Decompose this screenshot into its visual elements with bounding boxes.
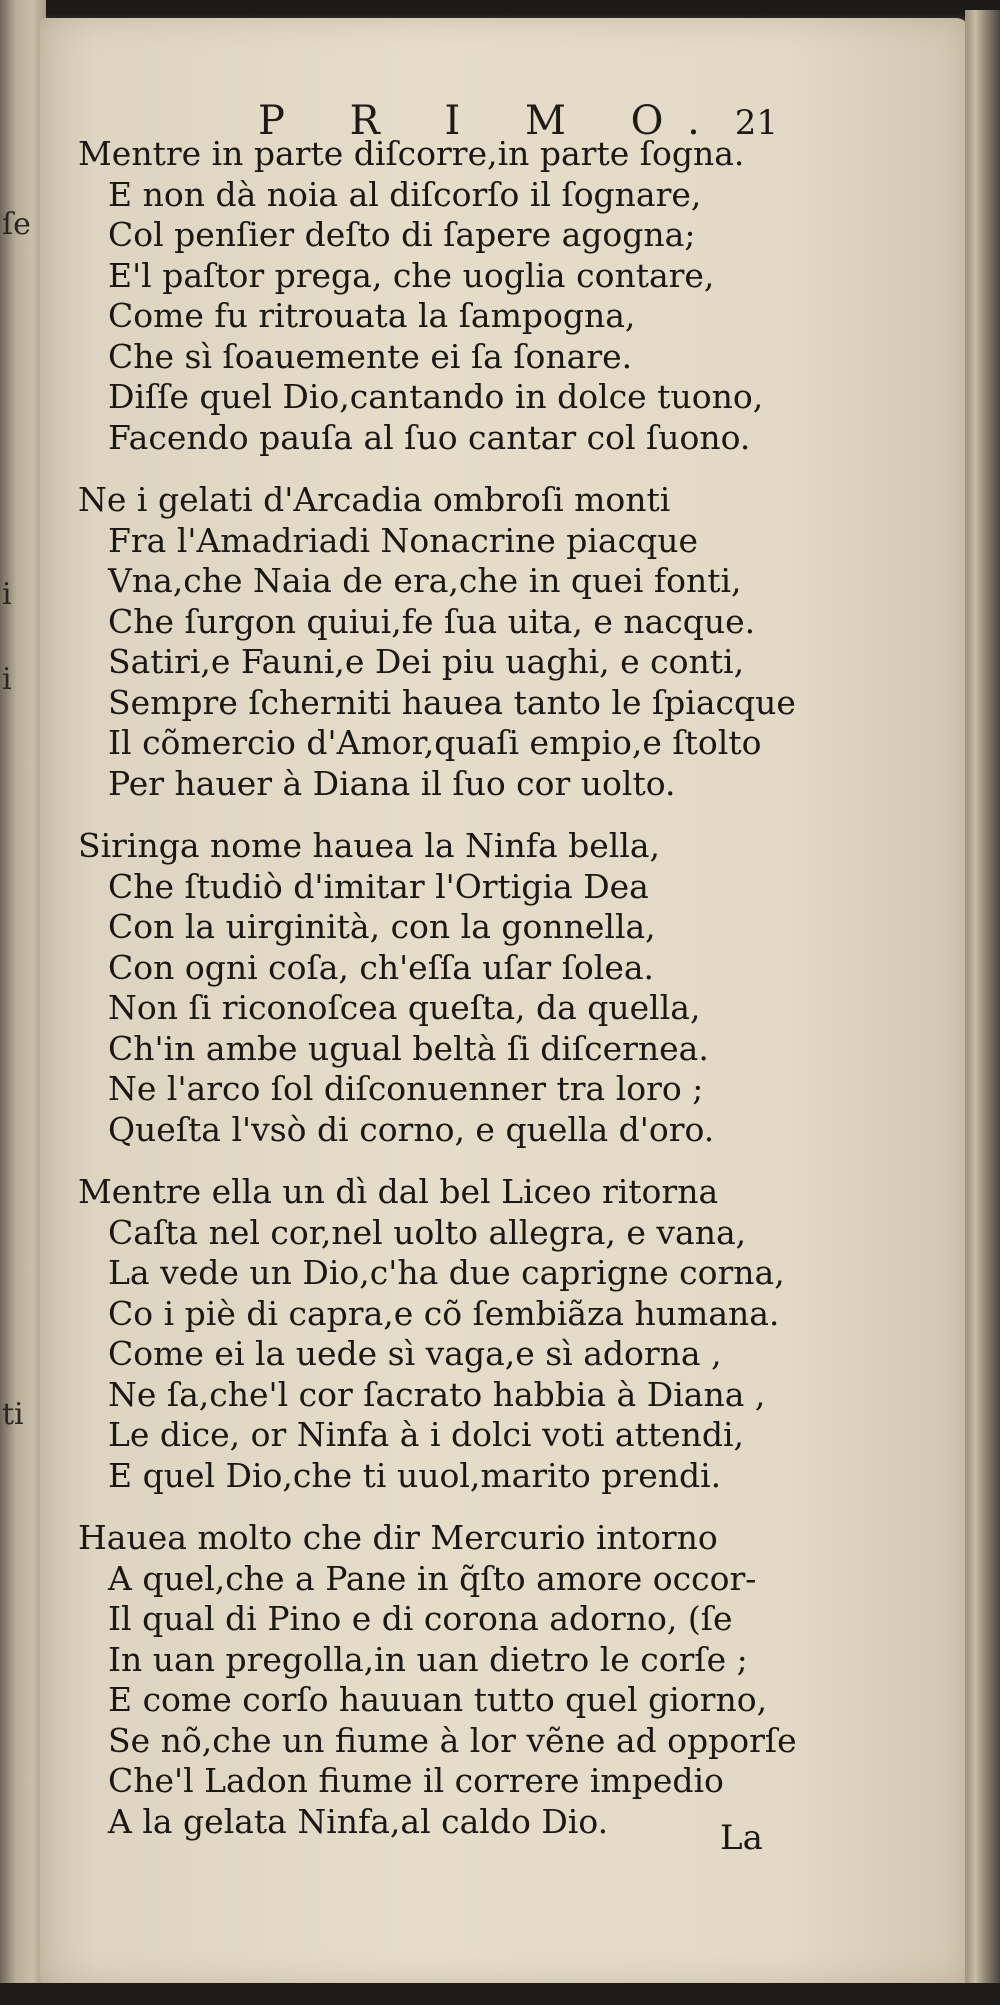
- verse-line: A la gelata Ninfa,al caldo Dio.: [108, 1801, 609, 1841]
- poem-text: [78, 134, 838, 1864]
- verse-line: Siringa nome hauea la Ninfa bella,: [78, 826, 661, 865]
- verse-line: Vna,che Naia de era,che in quei fonti,: [108, 561, 742, 600]
- verse-line: Mentre in parte diſcorre,in parte ſogna.: [78, 134, 745, 173]
- verse-line: Co i piè di capra,e cõ ſembiãza humana.: [108, 1293, 780, 1333]
- verse-line: Per hauer à Diana il ſuo cor uolto.: [108, 763, 676, 803]
- margin-fragment: i: [2, 662, 12, 697]
- verse-line: Con ogni coſa, ch'eſſa uſar ſolea.: [108, 947, 655, 987]
- scan-bottom-border: [0, 1983, 1000, 2005]
- verse-line: Satiri,e Fauni,e Dei piu uaghi, e conti,: [108, 642, 745, 681]
- verse-line: Ch'in ambe ugual beltà ſi diſcernea.: [108, 1028, 709, 1068]
- verse-line: Ne ſa,che'l cor ſacrato habbia à Diana ,: [108, 1374, 766, 1414]
- verse-line: Ne l'arco ſol diſconuenner tra loro ;: [108, 1069, 704, 1108]
- stanza: [78, 480, 838, 804]
- verse-line: In uan pregolla,in uan dietro le corſe ;: [108, 1639, 748, 1679]
- verse-line: La vede un Dio,c'ha due caprigne corna,: [108, 1253, 785, 1292]
- verse-line: Che ſtudiò d'imitar l'Ortigia Dea: [108, 866, 649, 906]
- verse-line: A quel,che a Pane in q̃ſto amore occor-: [108, 1558, 757, 1598]
- verse-line: Ne i gelati d'Arcadia ombroſi monti: [78, 480, 671, 519]
- catchword: La: [720, 1818, 763, 1858]
- verse-line: Hauea molto che dir Mercurio intorno: [78, 1518, 718, 1557]
- page-fore-edge: [965, 10, 1000, 2000]
- verse-line: E quel Dio,che ti uuol,marito prendi.: [108, 1455, 722, 1495]
- verse-line: Con la uirginità, con la gonnella,: [108, 907, 656, 946]
- stanza: [78, 1172, 838, 1496]
- stanza: [78, 826, 838, 1150]
- verse-line: Sempre ſcherniti hauea tanto le ſpiacque: [108, 682, 796, 722]
- verse-line: Mentre ella un dì dal bel Liceo ritorna: [78, 1172, 719, 1211]
- verse-line: E come corſo hauuan tutto quel giorno,: [108, 1680, 768, 1719]
- verse-line: Che sì ſoauemente ei ſa ſonare.: [108, 336, 633, 376]
- stanza: [78, 1518, 838, 1842]
- verse-line: E'l paſtor prega, che uoglia contare,: [108, 255, 715, 295]
- verse-line: Il cõmercio d'Amor,quaſi empio,e ſtolto: [108, 723, 762, 762]
- verse-line: Non ſi riconoſcea queſta, da quella,: [108, 988, 701, 1027]
- verse-line: Come ei la uede sì vaga,e sì adorna ,: [108, 1334, 722, 1373]
- verse-line: Col penſier deſto di ſapere agogna;: [108, 215, 696, 254]
- verse-line: Queſta l'vsò di corno, e quella d'oro.: [108, 1109, 715, 1149]
- verse-line: Come fu ritrouata la ſampogna,: [108, 296, 636, 335]
- verse-line: Che ſurgon quiui,fe ſua uita, e nacque.: [108, 601, 756, 641]
- margin-fragment: i: [2, 577, 12, 612]
- verse-line: E non dà noia al diſcorſo il ſognare,: [108, 174, 702, 214]
- verse-line: Caſta nel cor,nel uolto allegra, e vana,: [108, 1212, 747, 1252]
- running-head: P R I M O.: [258, 98, 726, 144]
- margin-fragment: ſe: [2, 207, 31, 242]
- margin-fragment: ti: [2, 1397, 24, 1432]
- verse-line: Diſſe quel Dio,cantando in dolce tuono,: [108, 377, 764, 416]
- verse-line: Che'l Ladon fiume il correre impedio: [108, 1761, 724, 1800]
- page-number: 21: [734, 103, 778, 143]
- verse-line: Il qual di Pino e di corona adorno, (ſe: [108, 1599, 733, 1638]
- verse-line: Facendo pauſa al ſuo cantar col ſuono.: [108, 417, 751, 457]
- verse-line: Fra l'Amadriadi Nonacrine piacque: [108, 520, 699, 560]
- verse-line: Le dice, or Ninfa à i dolci voti attendi,: [108, 1415, 745, 1454]
- verse-line: Se nõ,che un fiume à lor vẽne ad opporſe: [108, 1720, 797, 1760]
- stanza: [78, 134, 838, 458]
